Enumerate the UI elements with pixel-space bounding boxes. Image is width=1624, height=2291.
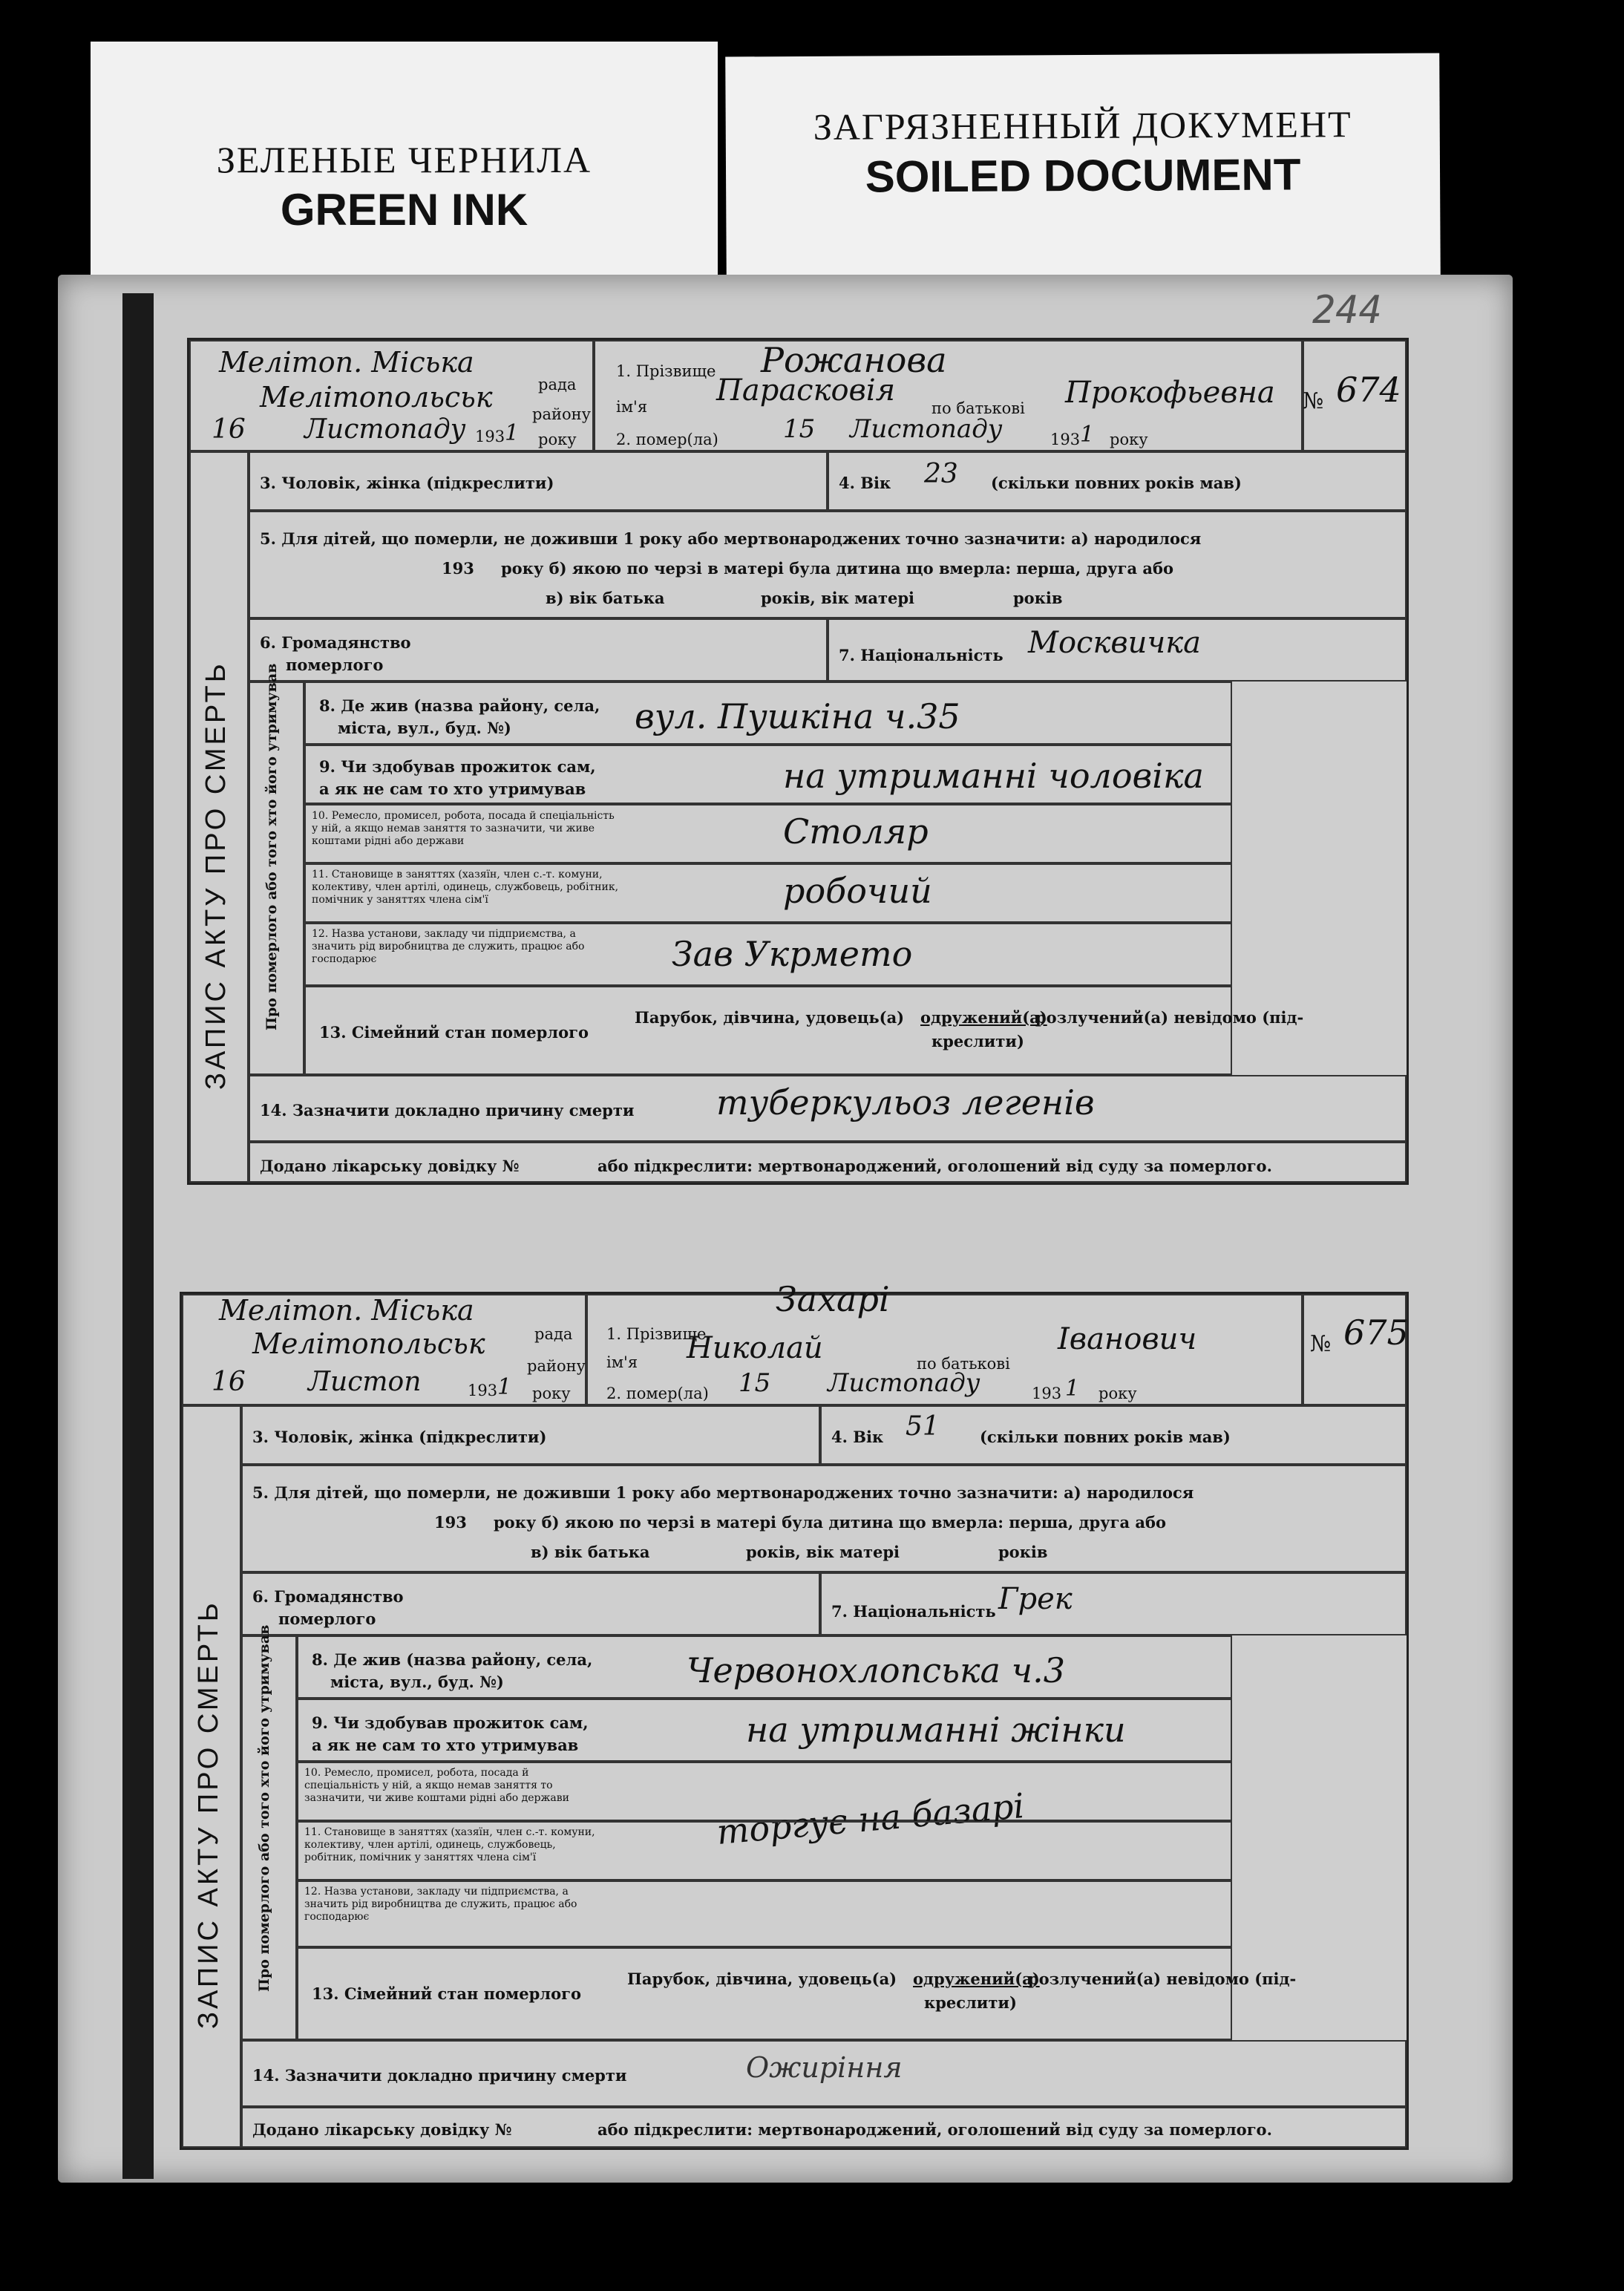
support-value: на утриманні жінки — [746, 1710, 1126, 1750]
f8-label-b: міста, вул., буд. №) — [330, 1673, 504, 1691]
f5-line2: року б) якою по черзі в матері була дитина що вмерла: перша, друга або — [501, 559, 1174, 578]
po-batkovi-label: по батькові — [917, 1355, 1010, 1373]
surname-value: Захарі — [776, 1279, 890, 1319]
district-value: Мелітопольськ — [260, 381, 493, 414]
f8-label: 8. Де жив (назва району, села, — [312, 1650, 593, 1669]
f4-label: 4. Вік — [839, 474, 891, 492]
archive-page-number: 244 — [1312, 288, 1382, 333]
record-number: 675 — [1343, 1313, 1409, 1353]
f12-label: 12. Назва установи, закладу чи підприємства, а значить рід виробництва де служить, працює або господарює — [312, 928, 585, 965]
soiled-label-en: SOILED DOCUMENT — [865, 149, 1301, 202]
f5-line3a: в) вік батька — [546, 589, 665, 607]
roku-label: року — [538, 431, 577, 448]
green-ink-label — [91, 42, 718, 294]
f14-label: 14. Зазначити докладно причину смерти — [260, 1101, 635, 1120]
binding-strip — [122, 293, 154, 2179]
death-roku-label: року — [1110, 431, 1148, 448]
name-value: Николай — [687, 1331, 823, 1365]
f11-label: 11. Становище в заняттях (хазяїн, член с.-т. комуни, колективу, член артілі, одинець, службовець, робітник, помічник у заняттях члена сім'ї — [304, 1826, 595, 1863]
f14-label: 14. Зазначити докладно причину смерти — [252, 2066, 627, 2085]
f6-label: 6. Громадянство — [252, 1587, 404, 1606]
reg-month: Листоп — [308, 1367, 422, 1397]
position-value: робочий — [783, 871, 932, 911]
district-value: Мелітопольськ — [252, 1327, 485, 1360]
reg-year-prefix: 193 — [468, 1382, 498, 1399]
f13-opt-c: розлучений(а) невідомо (під- — [1035, 1008, 1304, 1027]
death-year: 1 — [1080, 422, 1095, 448]
soiled-label-ru: ЗАГРЯЗНЕННЫЙ ДОКУМЕНТ — [813, 103, 1352, 148]
f9-label: 9. Чи здобував прожиток сам, — [312, 1713, 589, 1732]
number-sign: № — [1303, 388, 1324, 414]
name-value: Парасковія — [716, 373, 896, 408]
f5-line3b: років, вік матері — [746, 1543, 900, 1561]
record-number: 674 — [1336, 370, 1401, 410]
f5-line3a: в) вік батька — [531, 1543, 650, 1561]
death-day: 15 — [739, 1368, 771, 1398]
f5-line3b: років, вік матері — [761, 589, 914, 607]
side-title: ЗАПИС АКТУ ПРО СМЕРТЬ — [193, 1600, 224, 2029]
green-ink-label-ru: ЗЕЛЕНЫЕ ЧЕРНИЛА — [216, 139, 592, 180]
cause-value: туберкульоз легенів — [716, 1082, 1095, 1122]
rada-label: рада — [534, 1325, 573, 1343]
f13-opt-b: одружений(а) — [920, 1008, 1047, 1027]
employer-value: Зав Укрмето — [672, 934, 913, 974]
f5-line1: 5. Для дітей, що померли, не доживши 1 року або мертвонароджених точно зазначити: а) народилося — [260, 529, 1202, 548]
sub-side-title: Про померлого або того хто його утримував — [256, 1624, 272, 1992]
council-value: Мелітоп. Міська — [219, 346, 474, 379]
patronymic-value: Іванович — [1058, 1322, 1197, 1356]
footer-a: Додано лікарську довідку № — [260, 1157, 520, 1175]
f10-label: 10. Ремесло, промисел, робота, посада й спеціальність у ній, а якщо немав заняття то зазначити, чи живе коштами рідні або держави — [312, 810, 615, 847]
f12-label: 12. Назва установи, закладу чи підприємства, а значить рід виробництва де служить, працює або господарює — [304, 1886, 577, 1923]
f1-label: 1. Прізвище — [606, 1325, 707, 1343]
occupation-value: Столяр — [783, 811, 929, 852]
nationality-value: Грек — [998, 1582, 1073, 1616]
death-year-prefix: 193 — [1032, 1385, 1062, 1402]
f5-line2: року б) якою по черзі в матері була дитина що вмерла: перша, друга або — [494, 1513, 1167, 1532]
f8-label: 8. Де жив (назва району, села, — [319, 696, 600, 715]
surname-value: Рожанова — [761, 340, 947, 380]
f2-label: 2. помер(ла) — [616, 431, 718, 448]
f13-label: 13. Сімейний стан померлого — [312, 1984, 581, 2003]
reg-month: Листопаду — [304, 414, 466, 445]
f7-label: 7. Національність — [831, 1602, 996, 1621]
raionu-label: району — [527, 1357, 586, 1375]
f13-label: 13. Сімейний стан померлого — [319, 1023, 589, 1042]
death-record-674 — [187, 338, 1409, 1185]
raionu-label: району — [532, 405, 591, 423]
f4-label: 4. Вік — [831, 1428, 884, 1446]
f4-tail: (скільки повних років мав) — [991, 474, 1242, 492]
f9-label: 9. Чи здобував прожиток сам, — [319, 757, 596, 776]
roku-label: року — [532, 1385, 571, 1402]
f13-opt-a: Парубок, дівчина, удовець(а) — [627, 1970, 897, 1988]
f13-opt-a: Парубок, дівчина, удовець(а) — [635, 1008, 905, 1027]
number-sign: № — [1310, 1331, 1332, 1357]
patronymic-value: Прокофьевна — [1065, 376, 1275, 410]
f4-tail: (скільки повних років мав) — [980, 1428, 1231, 1446]
f5-line2-year: 193 — [442, 559, 474, 578]
po-batkovi-label: по батькові — [931, 399, 1025, 417]
f6-label: 6. Громадянство — [260, 633, 411, 652]
imya-label: ім'я — [606, 1353, 638, 1371]
reg-year-prefix: 193 — [475, 428, 505, 445]
f8-label-b: міста, вул., буд. №) — [338, 719, 511, 737]
death-year-prefix: 193 — [1050, 431, 1081, 448]
death-record-675 — [180, 1279, 1409, 2150]
f1-label: 1. Прізвище — [616, 362, 716, 380]
f6-label-b: померлого — [286, 656, 384, 674]
f9-label-b: а як не сам то хто утримував — [312, 1736, 579, 1754]
footer-b: або підкреслити: мертвонароджений, оголошений від суду за померлого. — [597, 2120, 1272, 2139]
support-value: на утриманні чоловіка — [783, 756, 1204, 796]
reg-day: 16 — [212, 414, 246, 445]
f13-opt-d: креслити) — [924, 1993, 1017, 2012]
residence-value: вул. Пушкіна ч.35 — [635, 696, 960, 736]
council-value: Мелітоп. Міська — [219, 1294, 474, 1327]
death-day: 15 — [783, 414, 816, 444]
occupation-value: торгує на базарі — [715, 1785, 1027, 1853]
reg-year: 1 — [497, 1374, 512, 1400]
f9-label-b: а як не сам то хто утримував — [319, 780, 586, 798]
age-value: 51 — [906, 1411, 940, 1442]
death-month: Листопаду — [828, 1368, 980, 1398]
f3-label: 3. Чоловік, жінка (підкреслити) — [260, 474, 554, 492]
f11-label: 11. Становище в заняттях (хазяїн, член с.-т. комуни, колективу, член артілі, одинець, службовець, робітник, помічник у заняттях члена сім'ї — [312, 869, 619, 906]
f5-line1: 5. Для дітей, що померли, не доживши 1 року або мертвонароджених точно зазначити: а) народилося — [252, 1483, 1194, 1502]
age-value: 23 — [924, 459, 958, 489]
reg-day: 16 — [212, 1367, 246, 1397]
side-title: ЗАПИС АКТУ ПРО СМЕРТЬ — [200, 661, 232, 1090]
f7-label: 7. Національність — [839, 646, 1003, 664]
f5-line2-year: 193 — [434, 1513, 467, 1532]
sub-side-title: Про померлого або того хто його утримував — [263, 663, 280, 1030]
footer-a: Додано лікарську довідку № — [252, 2120, 512, 2139]
imya-label: ім'я — [616, 398, 648, 416]
f5-line3c: років — [998, 1543, 1048, 1561]
nationality-value: Москвичка — [1028, 626, 1201, 660]
footer-b: або підкреслити: мертвонароджений, оголошений від суду за померлого. — [597, 1157, 1272, 1175]
reg-year: 1 — [505, 420, 520, 446]
f13-opt-b: одружений(а) — [913, 1970, 1040, 1988]
f6-label-b: померлого — [278, 1609, 376, 1628]
f10-label: 10. Ремесло, промисел, робота, посада й спеціальність у ній, а якщо немав заняття то зазначити, чи живе коштами рідні або держави — [304, 1767, 569, 1804]
f5-line3c: років — [1013, 589, 1063, 607]
residence-value: Червонохлопська ч.3 — [687, 1650, 1066, 1690]
f13-opt-c: розлучений(а) невідомо (під- — [1028, 1970, 1297, 1988]
death-month: Листопаду — [850, 414, 1003, 444]
cause-value: Ожиріння — [746, 2051, 903, 2084]
soiled-document-label — [725, 53, 1441, 279]
f13-opt-d: креслити) — [931, 1032, 1024, 1050]
f2-label: 2. помер(ла) — [606, 1385, 709, 1402]
death-roku-label: року — [1099, 1385, 1137, 1402]
death-year: 1 — [1065, 1376, 1080, 1402]
green-ink-label-en: GREEN INK — [280, 185, 528, 235]
rada-label: рада — [538, 376, 577, 393]
f3-label: 3. Чоловік, жінка (підкреслити) — [252, 1428, 547, 1446]
